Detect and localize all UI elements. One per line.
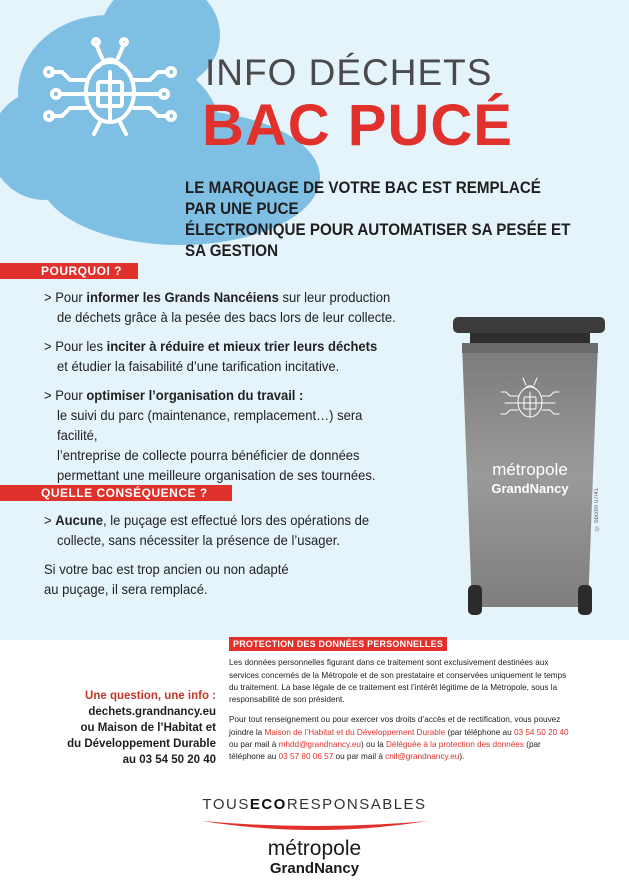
- privacy-block: [229, 637, 574, 772]
- title-info-dechets: INFO DÉCHETS: [205, 52, 493, 93]
- pourquoi-list: [44, 287, 397, 494]
- bin-brand-line2: GrandNancy: [491, 481, 569, 496]
- note-line: Si votre bac est trop ancien ou non adapté: [44, 561, 289, 577]
- list-item: [44, 510, 397, 550]
- bin-lid: [453, 317, 605, 333]
- list-item: [44, 385, 397, 485]
- note-line: au puçage, il sera remplacé.: [44, 581, 208, 597]
- list-item: [44, 287, 397, 327]
- subtitle-line: LE MARQUAGE DE VOTRE BAC EST REMPLACÉ PAR UNE PUCE: [185, 179, 541, 218]
- subtitle: [185, 178, 571, 262]
- bullet-text: de déchets grâce à la pesée des bacs lors de leur collecte.: [57, 309, 396, 325]
- bullet-text: le suivi du parc (maintenance, remplacement…) sera facilité,: [57, 407, 363, 443]
- contact-block: [30, 688, 216, 768]
- bullet-text: >: [44, 512, 56, 528]
- privacy-paragraph: Les données personnelles figurant dans ce traitement sont exclusivement destinées aux services concernés de la Métropole et de son prestataire et conservées uniquement le temps du traitement. La base légale de ce traitement est l’intérêt légitime de la Métropole, sous la responsabilité de son président.: [229, 658, 567, 705]
- bullet-text: > Pour: [44, 387, 87, 403]
- bullet-bold: Aucune: [55, 512, 103, 528]
- bin-handle: [470, 333, 590, 343]
- privacy-paragraph: [229, 714, 574, 763]
- privacy-title: PROTECTION DES DONNÉES PERSONNELLES: [229, 637, 447, 651]
- footer-logo-line1: métropole: [267, 837, 362, 860]
- privacy-text: ou par mail à: [333, 752, 386, 762]
- bullet-text: sur leur production: [278, 289, 391, 305]
- consequence-list: [44, 510, 397, 608]
- bullet-bold: optimiser l’organisation du travail :: [86, 387, 304, 403]
- print-code: © bbcom 07/41: [594, 488, 600, 531]
- red-swoosh: [200, 817, 430, 837]
- section-heading-consequence: QUELLE CONSÉQUENCE ?: [0, 485, 232, 501]
- bullet-text: collecte, sans nécessiter la présence de l’usager.: [57, 532, 341, 548]
- bullet-text: et étudier la faisabilité d’une tarification incitative.: [57, 358, 340, 374]
- privacy-text: Pour tout renseignement ou pour exercer vos droits d’accès et de rectification, vous pouvez joindre la: [229, 715, 561, 737]
- contact-line: Une question, une info :: [85, 690, 216, 702]
- bullet-bold: informer les Grands Nancéiens: [86, 289, 279, 305]
- privacy-phone[interactable]: 03 54 50 20 40: [513, 727, 569, 737]
- chip-bug-icon: [40, 22, 180, 142]
- privacy-email[interactable]: cnil@grandnancy.eu: [385, 752, 460, 762]
- bullet-text: > Pour les: [44, 338, 107, 354]
- contact-phone[interactable]: au 03 54 50 20 40: [122, 754, 216, 766]
- privacy-text: ou par mail à: [229, 740, 279, 750]
- eco-text: TOUS: [202, 796, 250, 813]
- section-heading-pourquoi: POURQUOI ?: [0, 263, 138, 279]
- eco-bold: ECO: [249, 796, 287, 813]
- privacy-text: (par téléphone au: [445, 727, 514, 737]
- bullet-text: > Pour: [44, 289, 87, 305]
- contact-line: du Développement Durable: [67, 738, 216, 750]
- list-item: [44, 336, 397, 376]
- privacy-link-mhdd[interactable]: Maison de l’Habitat et du Développement Durable: [264, 727, 446, 737]
- wheelie-bin-illustration: [450, 315, 610, 620]
- bullet-bold: inciter à réduire et mieux trier leurs déchets: [106, 338, 378, 354]
- footer-logo-line2: GrandNancy: [269, 860, 360, 877]
- privacy-email[interactable]: mhdd@grandnancy.eu: [278, 740, 361, 750]
- contact-line: ou Maison de l’Habitat et: [80, 722, 216, 734]
- privacy-text: ) ou la: [360, 740, 386, 750]
- eco-text: RESPONSABLES: [286, 796, 427, 813]
- subtitle-line: ÉLECTRONIQUE POUR AUTOMATISER SA PESÉE ET SA GESTION: [185, 221, 571, 260]
- footer-logo: [0, 838, 629, 877]
- privacy-text: (par téléphone au: [229, 740, 541, 762]
- bin-wheel: [468, 585, 482, 615]
- bullet-text: l’entreprise de collecte pourra bénéficier de données: [57, 447, 360, 463]
- consequence-note: [44, 559, 397, 599]
- title-bac-puce: BAC PUCÉ: [202, 93, 513, 158]
- contact-website[interactable]: dechets.grandnancy.eu: [88, 706, 216, 718]
- bin-wheel: [578, 585, 592, 615]
- eco-slogan: [0, 796, 629, 813]
- privacy-link-dpo[interactable]: Déléguée à la protection des données: [386, 740, 524, 750]
- bullet-text: , le puçage est effectué lors des opérations de: [102, 512, 370, 528]
- bin-brand-line1: métropole: [492, 460, 568, 479]
- bullet-text: permettant une meilleure organisation de ses tournées.: [57, 467, 376, 483]
- privacy-text: ).: [459, 752, 465, 762]
- privacy-phone[interactable]: 03 57 80 06 57: [278, 752, 334, 762]
